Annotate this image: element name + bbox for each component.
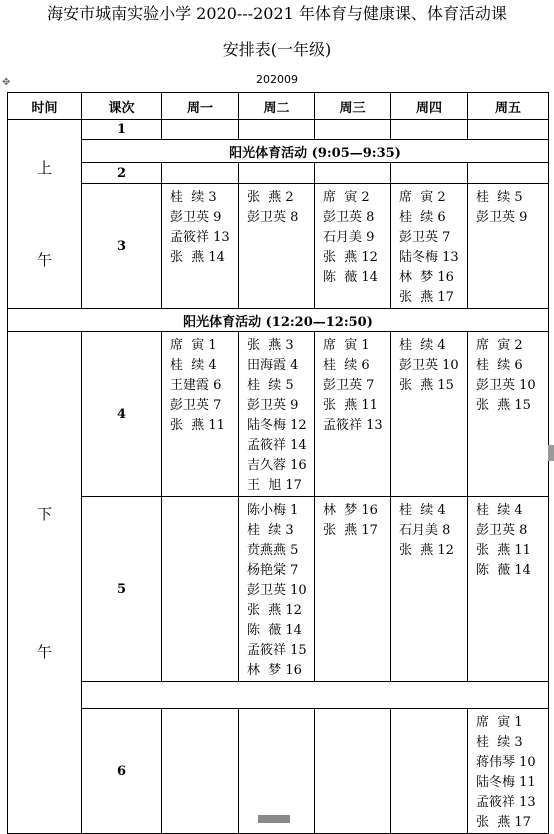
period-3-row [8,184,549,309]
cell-p6-thu [391,709,468,834]
teacher-entry: 桂 续 4 [399,503,446,518]
period-2-row [8,163,549,184]
teacher-entry: 桂 续 3 [170,190,217,205]
header-period: 课次 [82,93,162,120]
cell-p5-mon [162,497,239,682]
teacher-entry: 张 燕 12 [323,250,378,265]
teacher-entry: 张 燕 12 [247,603,302,618]
cell-p5-wed [315,497,391,682]
schedule-table [7,92,549,834]
header-wednesday: 周三 [315,93,391,120]
teacher-entry: 席 寅 1 [476,715,523,730]
header-monday: 周一 [162,93,239,120]
teacher-entry: 王建霞 6 [170,378,222,393]
date-label: 202009 [256,73,298,86]
cell-p3-tue [239,184,315,309]
teacher-entry: 孟筱祥 14 [247,438,307,453]
teacher-entry: 彭卫英 7 [170,398,222,413]
teacher-entry: 彭卫英 8 [247,210,299,225]
teacher-entry: 张 燕 15 [476,398,531,413]
teacher-entry: 彭卫英 10 [476,378,536,393]
teacher-entry: 彭卫英 9 [170,210,222,225]
period-2: 2 [82,163,162,184]
teacher-entry: 桂 续 6 [399,210,446,225]
document-title: 海安市城南实验小学 2020---2021 年体育与健康课、体育活动课 [47,4,507,23]
header-row [8,93,549,120]
teacher-entry: 张 燕 17 [323,523,378,538]
teacher-entry: 桂 续 3 [247,523,294,538]
period-3: 3 [82,184,162,309]
teacher-entry: 孟筱祥 13 [170,230,230,245]
period-5-row [8,497,549,682]
teacher-entry: 桂 续 5 [476,190,523,205]
header-tuesday: 周二 [239,93,315,120]
afternoon-label-bottom: 午 [36,642,52,661]
period-1: 1 [82,120,162,140]
teacher-entry: 张 燕 12 [399,543,454,558]
cell-p3-fri [468,184,549,309]
teacher-entry: 桂 续 6 [323,358,370,373]
teacher-entry: 彭卫英 10 [399,358,459,373]
afternoon-label-top: 下 [36,504,52,523]
bottom-resize-handle[interactable] [258,815,290,823]
period-5: 5 [82,497,162,682]
teacher-entry: 张 燕 2 [247,190,294,205]
cell-p4-thu [391,332,468,497]
teacher-entry: 张 燕 15 [399,378,454,393]
teacher-entry: 陈小梅 1 [247,503,299,518]
teacher-entry: 张 燕 11 [476,543,531,558]
period-6: 6 [82,709,162,834]
afternoon-label [8,332,82,834]
side-resize-handle[interactable] [548,445,554,461]
teacher-entry: 杨艳棠 7 [247,563,299,578]
cell-p4-tue [239,332,315,497]
teacher-entry: 孟筱祥 15 [247,643,307,658]
teacher-entry: 陈 薇 14 [247,623,302,638]
gap-row [8,682,549,709]
cell-p4-wed [315,332,391,497]
morning-label-top: 上 [36,159,52,177]
cell-p5-fri [468,497,549,682]
period-4-row [8,332,549,497]
cell-p6-mon [162,709,239,834]
teacher-entry: 张 燕 17 [476,815,531,830]
teacher-entry: 蒋伟琴 10 [476,755,536,770]
teacher-entry: 石月美 8 [399,523,451,538]
sunshine-noon: 阳光体育活动 (12:20—12:50) [8,309,549,332]
cell-p5-tue [239,497,315,682]
teacher-entry: 彭卫英 8 [476,523,528,538]
cell-p6-wed [315,709,391,834]
cell-p4-fri [468,332,549,497]
teacher-entry: 孟筱祥 13 [323,418,383,433]
teacher-entry: 席 寅 2 [399,190,446,205]
teacher-entry: 林 梦 16 [323,503,378,518]
teacher-entry: 席 寅 2 [323,190,370,205]
teacher-entry: 彭卫英 8 [323,210,375,225]
period-1-row [8,120,549,140]
period-4: 4 [82,332,162,497]
gap-cell [82,682,549,709]
sunshine-morning-row [8,140,549,163]
cell-p3-wed [315,184,391,309]
cell-p5-thu [391,497,468,682]
teacher-entry: 张 燕 14 [170,250,225,265]
teacher-entry: 王 旭 17 [247,478,302,493]
sunshine-morning: 阳光体育活动 (9:05—9:35) [82,140,549,163]
teacher-entry: 彭卫英 7 [323,378,375,393]
teacher-entry: 陈 薇 14 [323,270,378,285]
teacher-entry: 席 寅 1 [170,338,217,353]
teacher-entry: 桂 续 3 [476,735,523,750]
document-subtitle: 安排表(一年级) [222,40,332,59]
teacher-entry: 席 寅 2 [476,338,523,353]
cell-p6-fri [468,709,549,834]
morning-label-bottom: 午 [36,251,52,269]
cell-p3-thu [391,184,468,309]
teacher-entry: 贲燕燕 5 [247,543,299,558]
teacher-entry: 张 燕 11 [170,418,225,433]
cell-p4-mon [162,332,239,497]
teacher-entry: 张 燕 17 [399,290,454,305]
teacher-entry: 桂 续 4 [170,358,217,373]
teacher-entry: 陆冬梅 13 [399,250,459,265]
teacher-entry: 彭卫英 7 [399,230,451,245]
teacher-entry: 陈 薇 14 [476,563,531,578]
teacher-entry: 桂 续 4 [476,503,523,518]
teacher-entry: 彭卫英 10 [247,583,307,598]
header-time: 时间 [8,93,82,120]
teacher-entry: 石月美 9 [323,230,375,245]
teacher-entry: 张 燕 3 [247,338,294,353]
header-thursday: 周四 [391,93,468,120]
teacher-entry: 孟筱祥 13 [476,795,536,810]
teacher-entry: 林 梦 16 [247,663,302,678]
teacher-entry: 林 梦 16 [399,270,454,285]
teacher-entry: 陆冬梅 12 [247,418,307,433]
header-friday: 周五 [468,93,549,120]
table-move-handle-icon[interactable]: ✥ [2,77,11,88]
teacher-entry: 席 寅 1 [323,338,370,353]
sunshine-noon-row [8,309,549,332]
teacher-entry: 陆冬梅 11 [476,775,536,790]
teacher-entry: 桂 续 5 [247,378,294,393]
teacher-entry: 桂 续 4 [399,338,446,353]
teacher-entry: 桂 续 6 [476,358,523,373]
teacher-entry: 吉久蓉 16 [247,458,307,473]
teacher-entry: 张 燕 11 [323,398,378,413]
cell-p3-mon [162,184,239,309]
teacher-entry: 彭卫英 9 [476,210,528,225]
teacher-entry: 田海霞 4 [247,358,299,373]
morning-label [8,120,82,309]
teacher-entry: 彭卫英 9 [247,398,299,413]
